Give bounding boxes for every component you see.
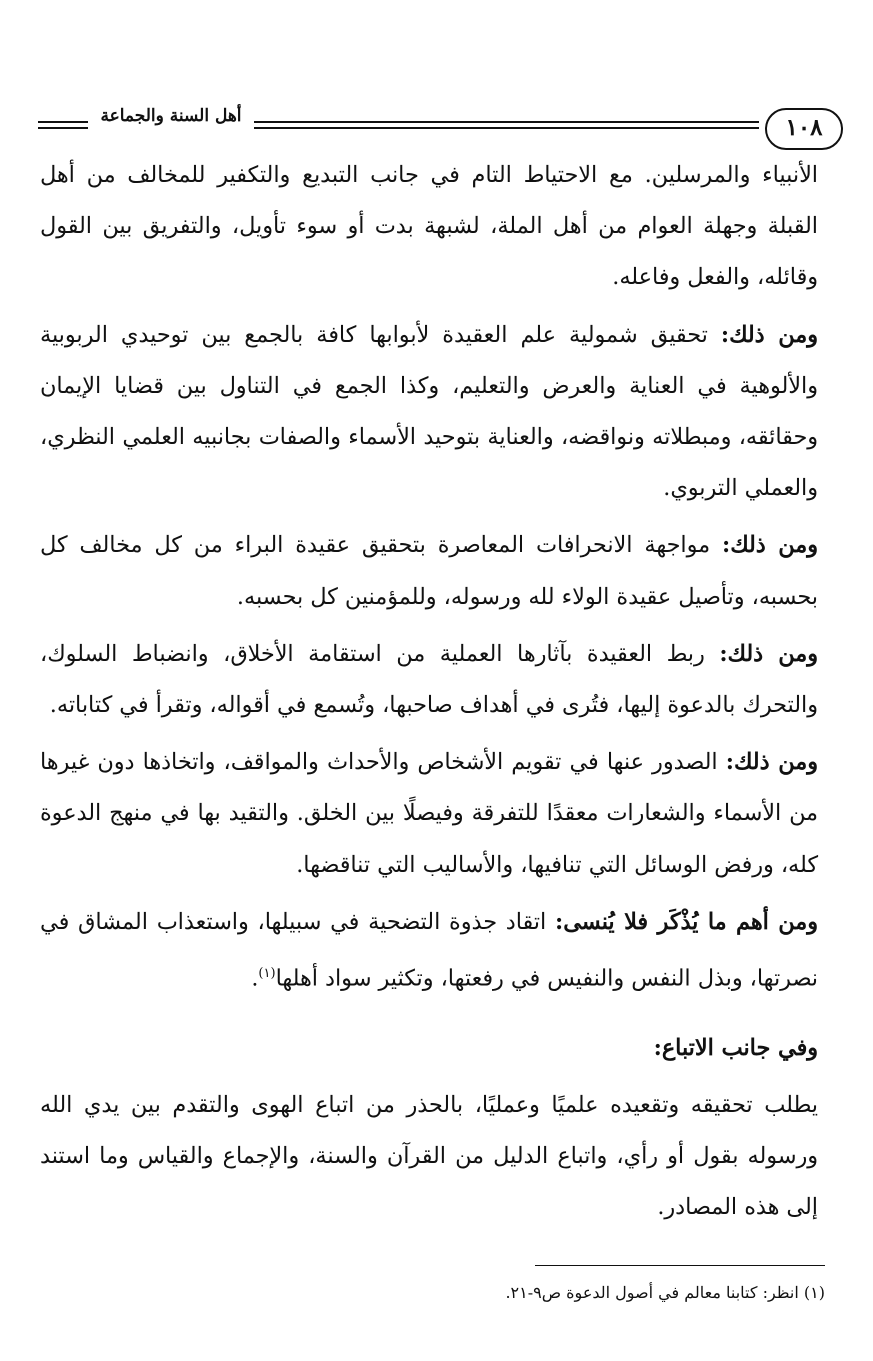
paragraph-end: . (251, 965, 259, 992)
footnote-reference[interactable]: (١) (258, 966, 276, 982)
paragraph-lead: ومن ذلك: (719, 640, 818, 667)
paragraph-text: مواجهة الانحرافات المعاصرة بتحقيق عقيدة البراء من كل مخالف كل بحسبه، وتأصيل عقيدة الولاء لله ورسوله، وللمؤمنين كل بحسبه. (40, 532, 818, 610)
paragraph-4 (40, 629, 818, 731)
section-heading: وفي جانب الاتباع: (653, 1034, 818, 1061)
paragraph-text: الصدور عنها في تقويم الأشخاص والأحداث والمواقف، واتخاذها دون غيرها من الأسماء والشعارات معقدًا للتفرقة وفيصلًا بين الخلق. والتقيد بها في منهج الدعوة كله، ورفض الوسائل التي تنافيها، والأساليب التي تناقضها. (40, 749, 818, 878)
footnote-separator (535, 1265, 825, 1266)
paragraph-text: اتقاد جذوة التضحية في سبيلها، واستعذاب المشاق في نصرتها، وبذل النفس والنفيس في رفعتها، وتكثير سواد أهلها (40, 908, 818, 992)
header-rule-left (38, 121, 88, 129)
body-text (40, 150, 818, 1233)
paragraph-5 (40, 737, 818, 891)
paragraph-text: تحقيق شمولية علم العقيدة لأبوابها كافة بالجمع بين توحيدي الربوبية والألوهية في العناية والعرض والتعليم، وكذا الجمع في التناول بين قضايا الإيمان وحقائقه، ومبطلاته ونواقضه، والعناية بتوحيد الأسماء والصفات بجانبيه العلمي النظري، والعملي التربوي. (40, 321, 818, 502)
paragraph-lead: ومن ذلك: (721, 532, 818, 559)
paragraph-lead: ومن أهم ما يُذْكَر فلا يُنسى: (554, 908, 818, 935)
page-number: ١٠٨ (765, 108, 843, 150)
paragraph-6 (40, 897, 818, 1005)
paragraph-text: ربط العقيدة بآثارها العملية من استقامة الأخلاق، وانضباط السلوك، والتحرك بالدعوة إليها، فتُرى في أهداف صاحبها، وتُسمع في أقواله، وتقرأ في كتاباته. (40, 640, 818, 719)
paragraph-lead: ومن ذلك: (720, 321, 818, 348)
paragraph-3 (40, 520, 818, 622)
running-title: أهل السنة والجماعة (100, 106, 242, 126)
paragraph-lead: ومن ذلك: (725, 749, 818, 776)
paragraph-1: الأنبياء والمرسلين. مع الاحتياط التام في جانب التبديع والتكفير للمخالف من أهل القبلة وجهلة العوام من أهل الملة، لشبهة بدت أو سوء تأويل، والتفريق بين القول وقائله، والفعل وفاعله. (40, 162, 818, 291)
page-header (38, 100, 843, 150)
paragraph-2 (40, 310, 818, 515)
footnote: (١) انظر: كتابنا معالم في أصول الدعوة ص٩-٢١. (505, 1283, 825, 1302)
paragraph-7: يطلب تحقيقه وتقعيده علميًا وعمليًا، بالحذر من اتباع الهوى والتقدم بين يدي الله ورسوله بقول أو رأي، واتباع الدليل من القرآن والسنة، والإجماع والقياس وما استند إلى هذه المصادر. (40, 1091, 819, 1221)
header-rule-right (254, 121, 759, 129)
